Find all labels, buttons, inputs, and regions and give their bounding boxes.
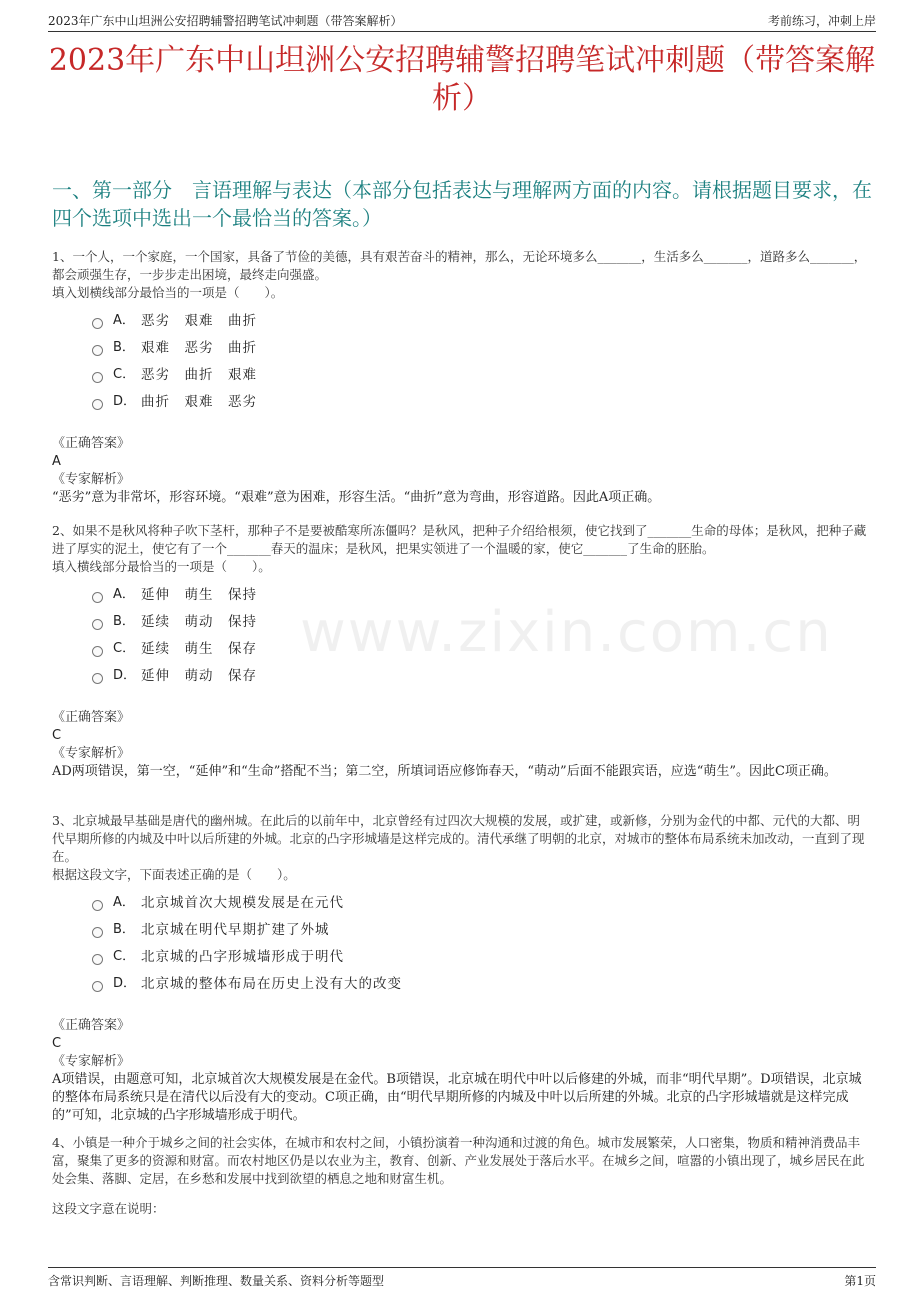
option-letter: B． [113, 339, 135, 355]
answer-label: 《正确答案》 [52, 1018, 131, 1033]
answer-block [52, 1017, 872, 1125]
analysis-text: “恶劣”意为非常坏，形容环境。“艰难”意为困难，形容生活。“曲折”意为弯曲，形容道路。因此A项正确。 [52, 490, 661, 505]
option-c[interactable] [92, 635, 872, 662]
radio-icon[interactable] [92, 927, 103, 938]
option-a[interactable] [92, 581, 872, 608]
radio-icon[interactable] [92, 981, 103, 992]
radio-icon[interactable] [92, 399, 103, 410]
option-text: 艰难 恶劣 曲折 [141, 339, 257, 356]
option-text: 北京城在明代早期扩建了外城 [141, 921, 330, 938]
option-d[interactable] [92, 388, 872, 415]
option-a[interactable] [92, 889, 872, 916]
option-b[interactable] [92, 334, 872, 361]
question-1 [52, 248, 872, 507]
option-text: 延伸 萌生 保持 [141, 586, 257, 603]
option-b[interactable] [92, 608, 872, 635]
option-letter: B． [113, 921, 135, 937]
option-b[interactable] [92, 916, 872, 943]
answer-label: 《正确答案》 [52, 710, 131, 725]
radio-icon[interactable] [92, 673, 103, 684]
answer-label: 《正确答案》 [52, 436, 131, 451]
footer-description: 含常识判断、言语理解、判断推理、数量关系、资料分析等题型 [48, 1274, 385, 1288]
option-text: 恶劣 曲折 艰难 [141, 366, 257, 383]
answer-value: C [52, 728, 62, 743]
radio-icon[interactable] [92, 345, 103, 356]
option-letter: D． [113, 393, 137, 409]
question-stem: 3、北京城最早基础是唐代的幽州城。在此后的以前年中，北京曾经有过四次大规模的发展，或扩建，或新修，分别为金代的中都、元代的大都、明代早期所修的内城及中叶以后所建的外城。北京的凸字形城墙是这样完成的。清代承继了明朝的北京，对城市的整体布局系统未加改动，一直到了现在。 [52, 813, 865, 864]
option-text: 曲折 艰难 恶劣 [141, 393, 257, 410]
option-letter: A． [113, 894, 135, 910]
watermark: www.zixin.com.cn [300, 600, 833, 665]
analysis-text: A项错误，由题意可知，北京城首次大规模发展是在金代。B项错误，北京城在明代中叶以后修建的外城，而非“明代早期”。D项错误，北京城的整体布局系统只是在清代以后没有大的变动。C项正确，由“明代早期所修的内城及中叶以后所建的外城。北京的凸字形城墙就是这样完成的”可知，北京城的凸字形城墙形成于明代。 [52, 1072, 862, 1123]
radio-icon[interactable] [92, 372, 103, 383]
radio-icon[interactable] [92, 954, 103, 965]
option-a[interactable] [92, 307, 872, 334]
question-2 [52, 522, 872, 781]
question-3 [52, 812, 872, 1125]
option-list [92, 581, 872, 689]
page-number: 第1页 [844, 1274, 876, 1288]
answer-block [52, 709, 872, 781]
option-list [92, 307, 872, 415]
question-prompt: 填入划横线部分最恰当的一项是（ ）。 [52, 285, 284, 300]
document-title: 2023年广东中山坦洲公安招聘辅警招聘笔试冲刺题（带答案解析） [48, 43, 876, 116]
option-text: 延续 萌动 保持 [141, 613, 257, 630]
radio-icon[interactable] [92, 318, 103, 329]
header-slogan: 考前练习，冲刺上岸 [767, 14, 876, 28]
analysis-label: 《专家解析》 [52, 1054, 131, 1069]
option-letter: B． [113, 613, 135, 629]
radio-icon[interactable] [92, 619, 103, 630]
header-doc-title: 2023年广东中山坦洲公安招聘辅警招聘笔试冲刺题（带答案解析） [48, 14, 403, 28]
option-letter: C． [113, 366, 136, 382]
question-stem: 4、小镇是一种介于城乡之间的社会实体，在城市和农村之间，小镇扮演着一种沟通和过渡的角色。城市发展繁荣，人口密集，物质和精神消费品丰富，聚集了更多的资源和财富。而农村地区仍是以农业为主，教育、创新、产业发展处于落后水平。在城乡之间，喧嚣的小镇出现了，城乡居民在此处会集、落脚、定居，在乡愁和发展中找到欲望的栖息之地和财富生机。 [52, 1135, 865, 1186]
running-header [48, 10, 876, 32]
radio-icon[interactable] [92, 592, 103, 603]
option-letter: C． [113, 948, 136, 964]
option-letter: A． [113, 586, 135, 602]
question-prompt: 这段文字意在说明： [52, 1201, 165, 1216]
question-4 [52, 1134, 872, 1217]
running-footer [48, 1267, 876, 1289]
option-c[interactable] [92, 943, 872, 970]
analysis-label: 《专家解析》 [52, 472, 131, 487]
option-d[interactable] [92, 970, 872, 997]
option-letter: D． [113, 975, 137, 991]
section-heading: 一、第一部分 言语理解与表达（本部分包括表达与理解两方面的内容。请根据题目要求，在四个选项中选出一个最恰当的答案。） [52, 178, 872, 230]
radio-icon[interactable] [92, 900, 103, 911]
option-d[interactable] [92, 662, 872, 689]
option-list [92, 889, 872, 997]
radio-icon[interactable] [92, 646, 103, 657]
question-prompt: 根据这段文字，下面表述正确的是（ ）。 [52, 867, 296, 882]
answer-value: A [52, 454, 61, 469]
option-c[interactable] [92, 361, 872, 388]
option-text: 北京城首次大规模发展是在元代 [141, 894, 344, 911]
answer-value: C [52, 1036, 62, 1051]
option-letter: A． [113, 312, 135, 328]
option-letter: D． [113, 667, 137, 683]
option-text: 延续 萌生 保存 [141, 640, 257, 657]
answer-block [52, 435, 872, 507]
option-text: 恶劣 艰难 曲折 [141, 312, 257, 329]
question-stem: 2、如果不是秋风将种子吹下茎杆，那种子不是要被酷寒所冻僵吗？是秋风，把种子介绍给根须，使它找到了_______生命的母体；是秋风，把种子藏进了厚实的泥土，使它有了一个_______春天的温床；是秋风，把果实领进了一个温暖的家，使它_______了生命的胚胎。 [52, 523, 867, 556]
option-text: 延伸 萌动 保存 [141, 667, 257, 684]
analysis-label: 《专家解析》 [52, 746, 131, 761]
question-stem: 1、一个人，一个家庭，一个国家，具备了节俭的美德，具有艰苦奋斗的精神，那么，无论环境多么_______，生活多么_______，道路多么_______，都会顽强生存，一步步走出困境，最终走向强盛。 [52, 249, 867, 282]
option-text: 北京城的凸字形城墙形成于明代 [141, 948, 344, 965]
question-prompt: 填入横线部分最恰当的一项是（ ）。 [52, 559, 271, 574]
option-letter: C． [113, 640, 136, 656]
option-text: 北京城的整体布局在历史上没有大的改变 [141, 975, 402, 992]
analysis-text: AD两项错误，第一空，“延伸”和“生命”搭配不当；第二空，所填词语应修饰春天，“萌动”后面不能跟宾语，应选“萌生”。因此C项正确。 [52, 764, 837, 779]
